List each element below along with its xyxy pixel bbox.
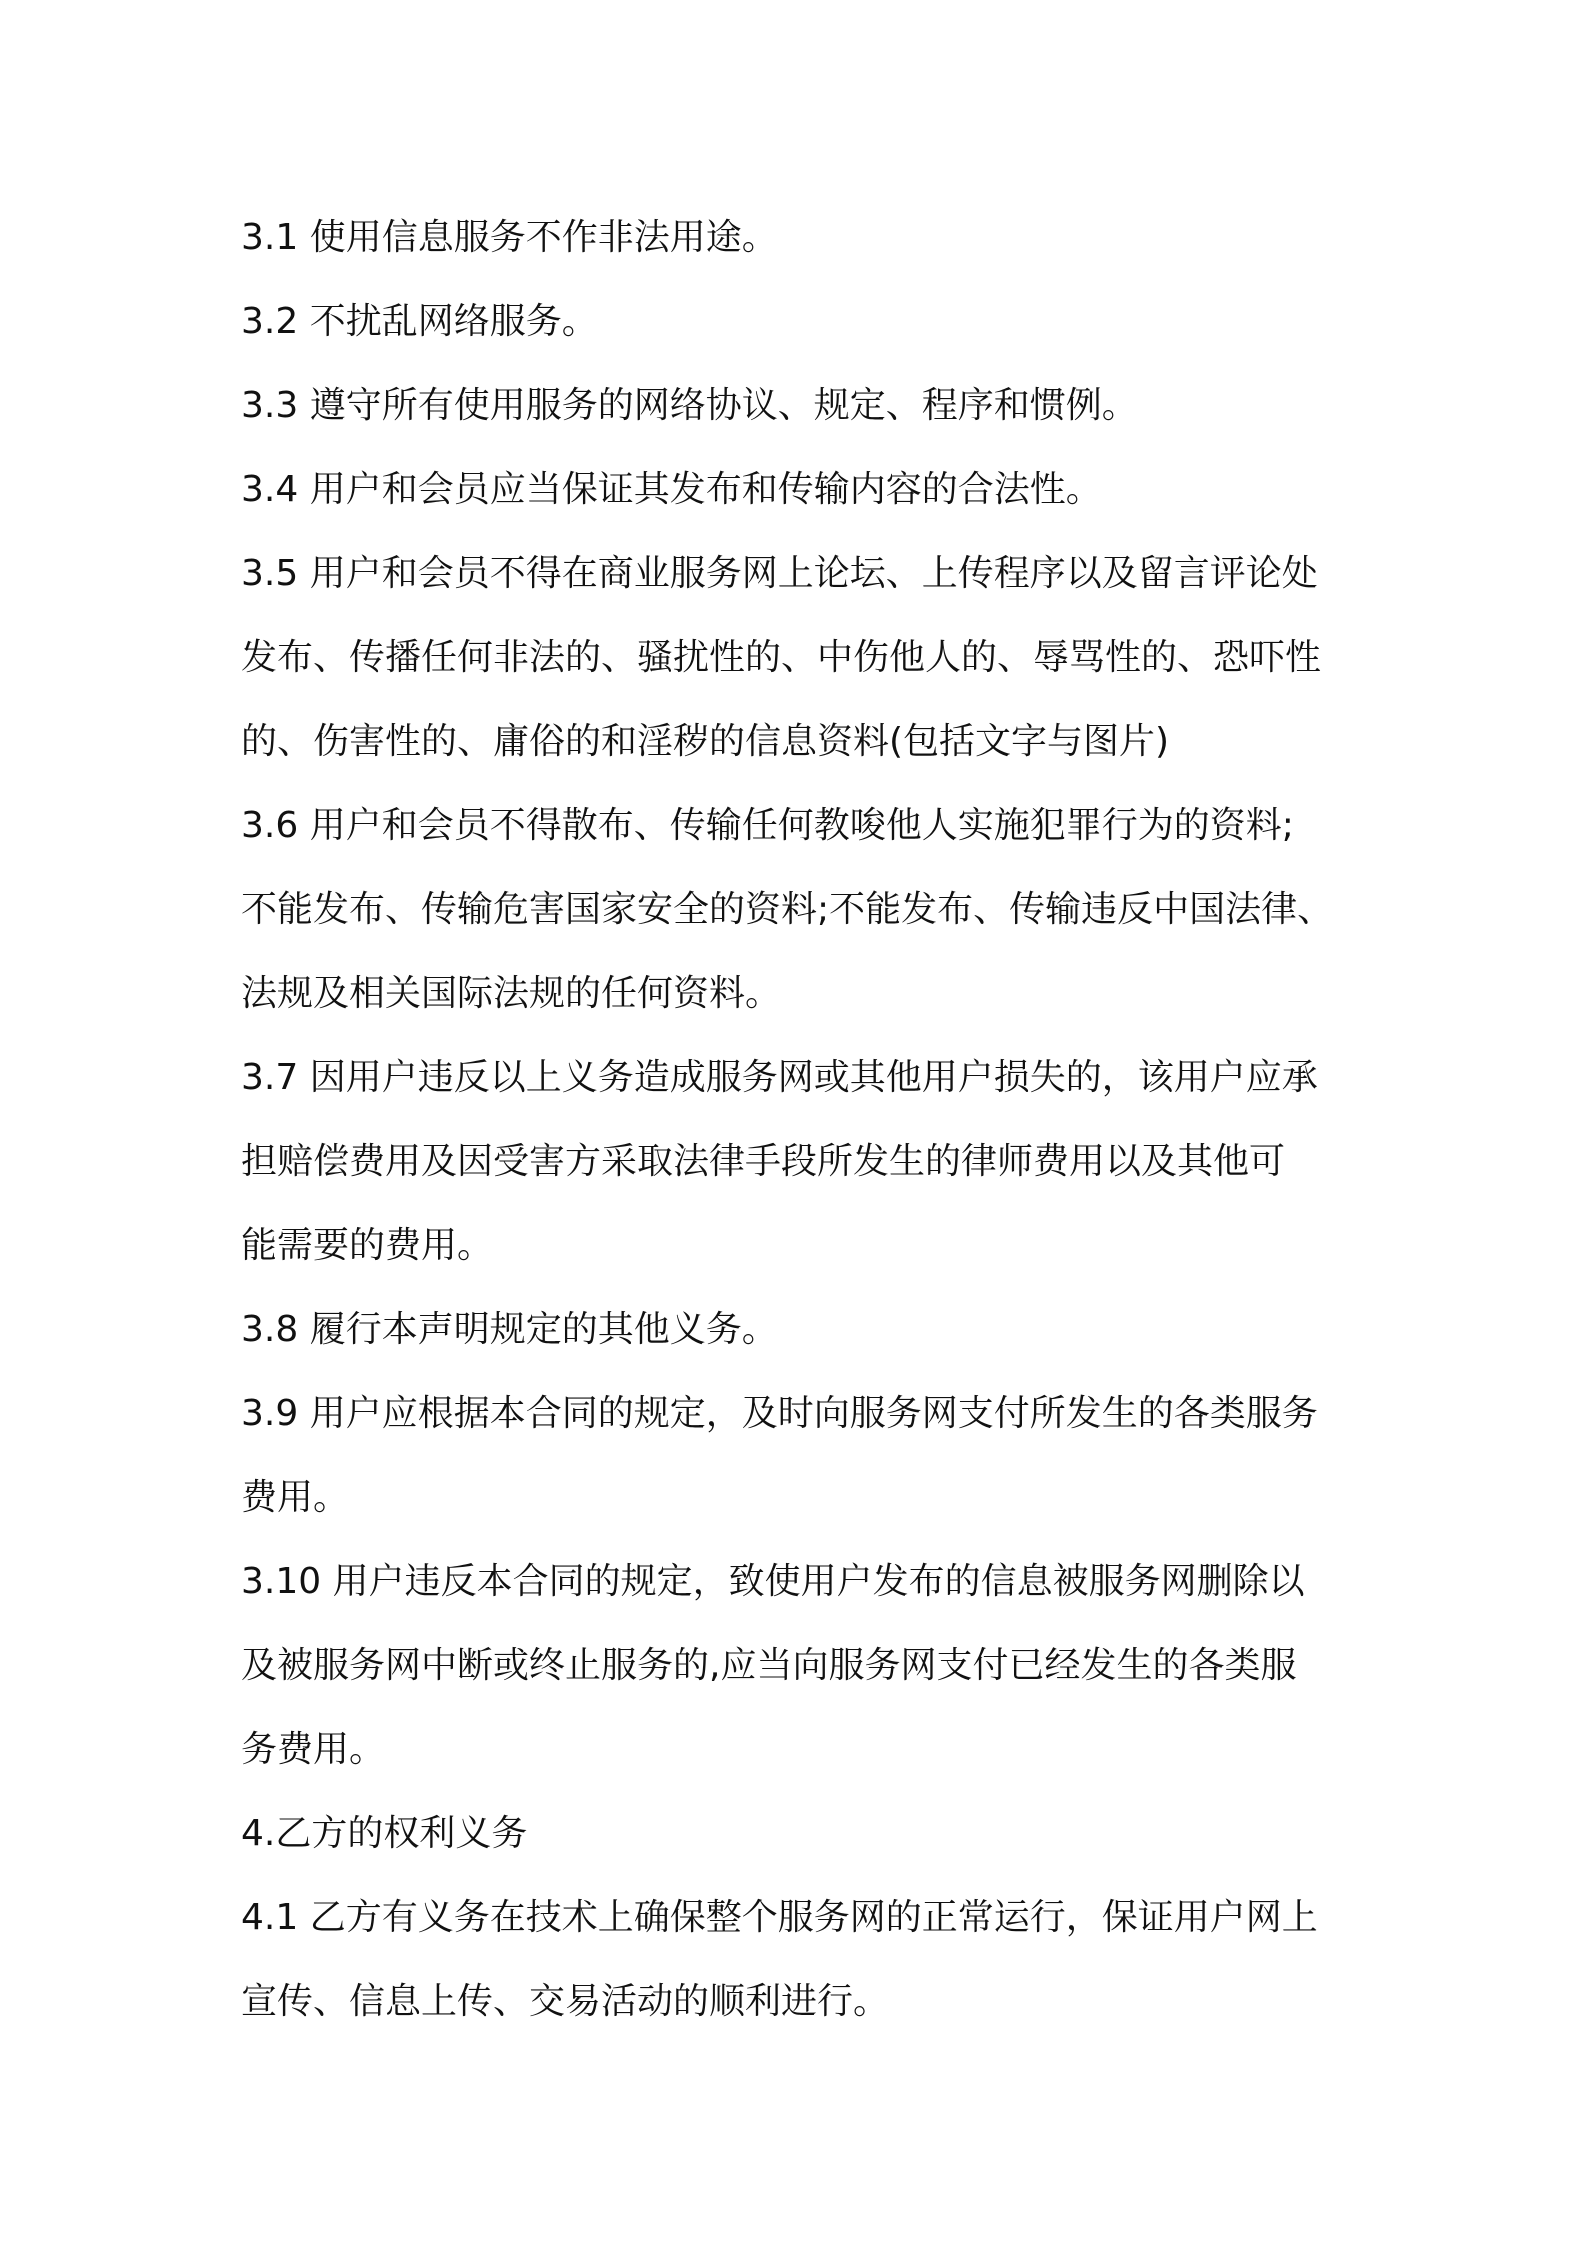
text-line: 担赔偿费用及因受害方采取法律手段所发生的律师费用以及其他可	[241, 1141, 1286, 1182]
text-line: 费用。	[241, 1477, 350, 1518]
text-line: 的、伤害性的、庸俗的和淫秽的信息资料(包括文字与图片)	[241, 721, 1170, 762]
clause-3-1	[241, 196, 1356, 280]
text-line: 3.6 用户和会员不得散布、传输任何教唆他人实施犯罪行为的资料;	[241, 805, 1294, 846]
text-line: 3.7 因用户违反以上义务造成服务网或其他用户损失的，该用户应承	[241, 1057, 1318, 1098]
text-line: 发布、传播任何非法的、骚扰性的、中伤他人的、辱骂性的、恐吓性	[241, 637, 1322, 678]
section-4-heading	[241, 1792, 1356, 1876]
clause-3-4	[241, 448, 1356, 532]
clause-3-8	[241, 1288, 1356, 1372]
clause-3-10	[241, 1540, 1356, 1792]
clause-3-3	[241, 364, 1356, 448]
clause-3-6	[241, 784, 1356, 1036]
text-line: 4.乙方的权利义务	[241, 1813, 528, 1854]
text-line: 法规及相关国际法规的任何资料。	[241, 973, 782, 1014]
text-line: 3.9 用户应根据本合同的规定，及时向服务网支付所发生的各类服务	[241, 1393, 1318, 1434]
text-line: 3.1 使用信息服务不作非法用途。	[241, 217, 778, 258]
text-line: 务费用。	[241, 1729, 386, 1770]
text-line: 3.5 用户和会员不得在商业服务网上论坛、上传程序以及留言评论处	[241, 553, 1318, 594]
clause-3-7	[241, 1036, 1356, 1288]
text-line: 不能发布、传输危害国家安全的资料;不能发布、传输违反中国法律、	[241, 889, 1334, 930]
text-line: 4.1 乙方有义务在技术上确保整个服务网的正常运行，保证用户网上	[241, 1897, 1318, 1938]
text-line: 3.10 用户违反本合同的规定，致使用户发布的信息被服务网删除以	[241, 1561, 1305, 1602]
document-body	[241, 196, 1356, 2044]
text-line: 3.2 不扰乱网络服务。	[241, 301, 598, 342]
clause-3-5	[241, 532, 1356, 784]
clause-3-2	[241, 280, 1356, 364]
clause-3-9	[241, 1372, 1356, 1540]
text-line: 3.4 用户和会员应当保证其发布和传输内容的合法性。	[241, 469, 1102, 510]
clause-4-1	[241, 1876, 1356, 2044]
text-line: 能需要的费用。	[241, 1225, 494, 1266]
text-line: 3.8 履行本声明规定的其他义务。	[241, 1309, 778, 1350]
text-line: 宣传、信息上传、交易活动的顺利进行。	[241, 1981, 890, 2022]
text-line: 及被服务网中断或终止服务的,应当向服务网支付已经发生的各类服	[241, 1645, 1297, 1686]
text-line: 3.3 遵守所有使用服务的网络协议、规定、程序和惯例。	[241, 385, 1138, 426]
